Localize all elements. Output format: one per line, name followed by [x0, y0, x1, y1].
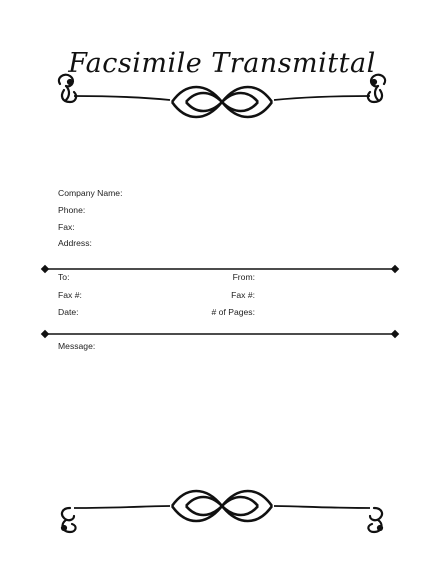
message-label: Message:	[58, 341, 96, 351]
from-fax-label: Fax #:	[231, 290, 255, 300]
center-knot-ornament	[172, 491, 272, 521]
section-divider	[40, 261, 400, 271]
to-fax-label: Fax #:	[58, 290, 82, 300]
date-label: Date:	[58, 307, 79, 317]
left-curl-ornament	[62, 508, 76, 532]
address-label: Address:	[58, 238, 92, 248]
from-label: From:	[232, 272, 255, 282]
center-knot-ornament	[172, 87, 272, 117]
phone-label: Phone:	[58, 205, 86, 215]
fax-label: Fax:	[58, 222, 75, 232]
section-divider	[40, 326, 400, 336]
company-name-label: Company Name:	[58, 188, 123, 198]
pages-label: # of Pages:	[211, 307, 255, 317]
bottom-ornament	[0, 484, 444, 554]
page-title: Facsimile Transmittal	[68, 48, 376, 79]
to-label: To:	[58, 272, 70, 282]
right-curl-ornament	[368, 508, 382, 532]
